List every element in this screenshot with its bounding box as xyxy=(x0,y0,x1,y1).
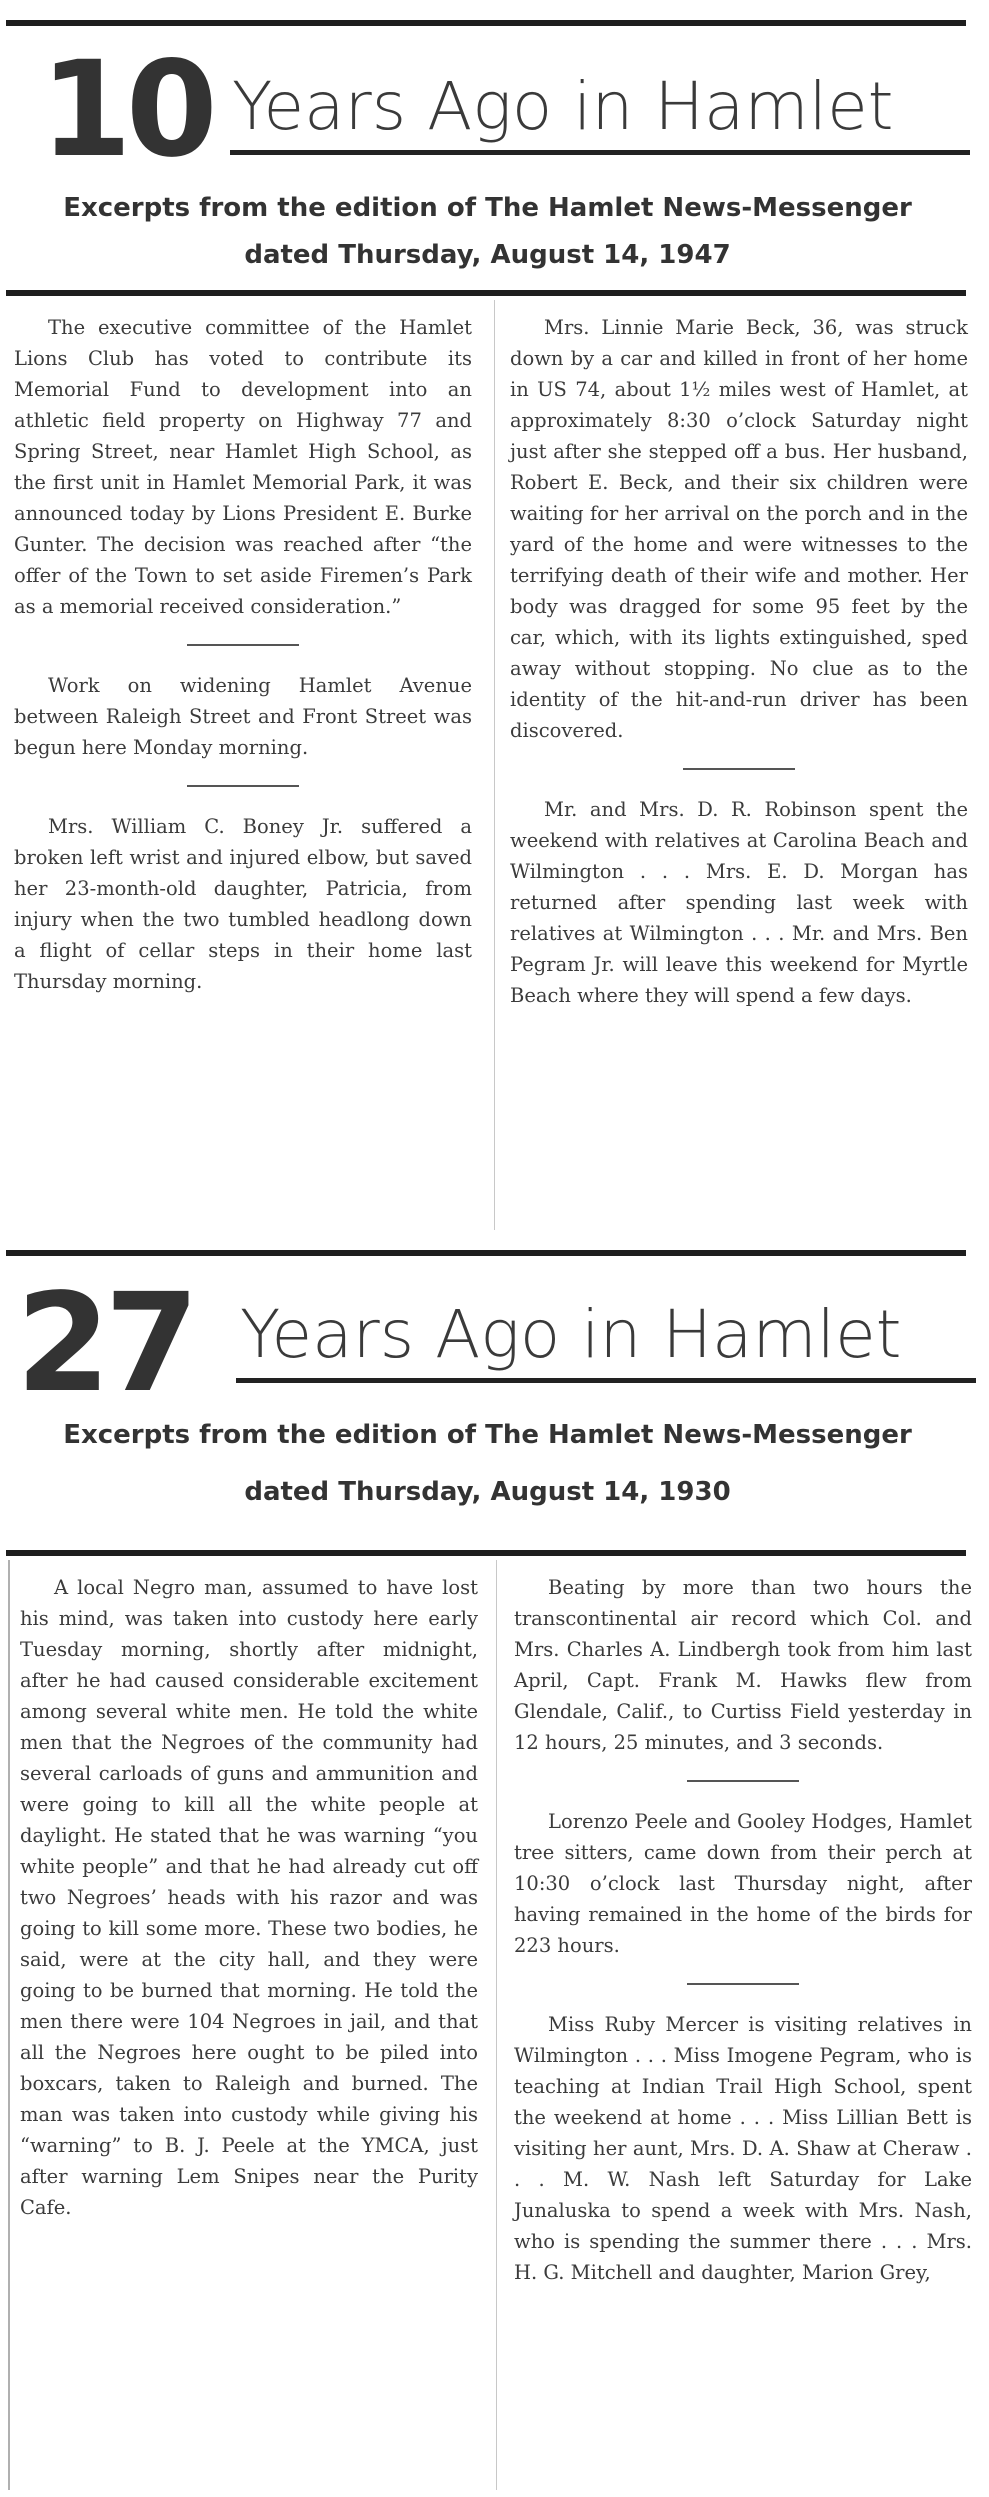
section-2-top-rule xyxy=(6,1250,966,1256)
article-separator xyxy=(687,1983,799,1985)
section-2-right-column xyxy=(514,1572,972,2288)
section-2-years-number: 27 xyxy=(16,1265,194,1423)
section-2-title: Years Ago in Hamlet xyxy=(240,1296,902,1373)
section-1-subtitle-line2: dated Thursday, August 14, 1947 xyxy=(244,240,731,270)
section-1-years-number: 10 xyxy=(40,33,212,187)
section-2-subtitle-line1: Excerpts from the edition of The Hamlet News-Messenger xyxy=(63,1420,912,1450)
article-custody: A local Negro man, assumed to have lost his mind, was taken into custody here early Tuesday morning, shortly after midnight, after he had caused considerable excitement among several white men. He told the white men that the Negroes of the community had several carloads of guns and ammunition and were going to kill all the white people at daylight. He stated that he was warning “you white people” and that he had already cut off two Negroes’ heads with his razor and was going to kill some more. These two bodies, he said, were at the city hall, and they were going to be burned that morning. He told the men there were 104 Negroes in jail, and that all the Negroes here ought to be piled into boxcars, taken to Raleigh and burned. The man was taken into custody while giving his “warning” to B. J. Peele at the YMCA, just after warning Lem Snipes near the Purity Cafe. xyxy=(20,1576,478,2219)
article-separator xyxy=(187,644,299,646)
article-lions-club: The executive committee of the Hamlet Lions Club has voted to contribute its Memorial Fund to development into an athletic field property on Highway 77 and Spring Street, near Hamlet High School, as the first unit in Hamlet Memorial Park, it was announced today by Lions President E. Burke Gunter. The decision was reached after “the offer of the Town to set aside Firemen’s Park as a memorial received consideration.” xyxy=(14,316,472,618)
section-1-subtitle-line1: Excerpts from the edition of The Hamlet News-Messenger xyxy=(63,193,912,223)
article-social-1947: Mr. and Mrs. D. R. Robinson spent the weekend with relatives at Carolina Beach and Wilmington . . . Mrs. E. D. Morgan has returned after spending last week with relatives at Wilmington . . . Mr. and Mrs. Ben Pegram Jr. will leave this weekend for Myrtle Beach where they will spend a few days. xyxy=(510,798,968,1007)
section-2-left-column xyxy=(20,1572,478,2223)
left-page-edge xyxy=(8,1560,10,2490)
article-tree-sitters: Lorenzo Peele and Gooley Hodges, Hamlet tree sitters, came down from their perch at 10:30 o’clock last Thursday night, after having remained in the home of the birds for 223 hours. xyxy=(514,1810,972,1957)
article-beck: Mrs. Linnie Marie Beck, 36, was struck down by a car and killed in front of her home in US 74, about 1½ miles west of Hamlet, at approximately 8:30 o’clock Saturday night just after she stepped off a bus. Her husband, Robert E. Beck, and their six children were waiting for her arrival on the porch and in the yard of the home and were witnesses to the terrifying death of their wife and mother. Her body was dragged for some 95 feet by the car, which, with its lights extinguished, sped away without stopping. No clue as to the identity of the hit-and-run driver has been discovered. xyxy=(510,316,968,742)
article-separator xyxy=(683,768,795,770)
section-2-title-underline xyxy=(236,1378,976,1383)
section-2-header-bottom-rule xyxy=(6,1550,966,1556)
section-1-top-rule xyxy=(6,20,966,26)
article-hamlet-avenue: Work on widening Hamlet Avenue between Raleigh Street and Front Street was begun here Monday morning. xyxy=(14,674,472,759)
section-1-right-column xyxy=(510,312,968,1011)
article-separator xyxy=(187,785,299,787)
article-social-1930: Miss Ruby Mercer is visiting relatives in Wilmington . . . Miss Imogene Pegram, who is teaching at Indian Trail High School, spent the weekend at home . . . Miss Lillian Bett is visiting her aunt, Mrs. D. A. Shaw at Cheraw . . . M. W. Nash left Saturday for Lake Junaluska to spend a week with Mrs. Nash, who is spending the summer there . . . Mrs. H. G. Mitchell and daughter, Marion Grey, xyxy=(514,2013,972,2284)
section-2-subtitle-line2: dated Thursday, August 14, 1930 xyxy=(244,1477,731,1507)
section-2-column-divider xyxy=(496,1560,497,2490)
article-boney: Mrs. William C. Boney Jr. suffered a broken left wrist and injured elbow, but saved her 23-month-old daughter, Patricia, from injury when the two tumbled headlong down a flight of cellar steps in their home last Thursday morning. xyxy=(14,815,472,993)
section-1-title-underline xyxy=(230,150,970,155)
section-1-title: Years Ago in Hamlet xyxy=(232,68,894,145)
section-1-header-bottom-rule xyxy=(6,290,966,296)
article-hawks-record: Beating by more than two hours the transcontinental air record which Col. and Mrs. Charles A. Lindbergh took from him last April, Capt. Frank M. Hawks flew from Glendale, Calif., to Curtiss Field yesterday in 12 hours, 25 minutes, and 3 seconds. xyxy=(514,1576,972,1754)
article-separator xyxy=(687,1780,799,1782)
section-1-column-divider xyxy=(494,300,495,1230)
section-1-left-column xyxy=(14,312,472,997)
